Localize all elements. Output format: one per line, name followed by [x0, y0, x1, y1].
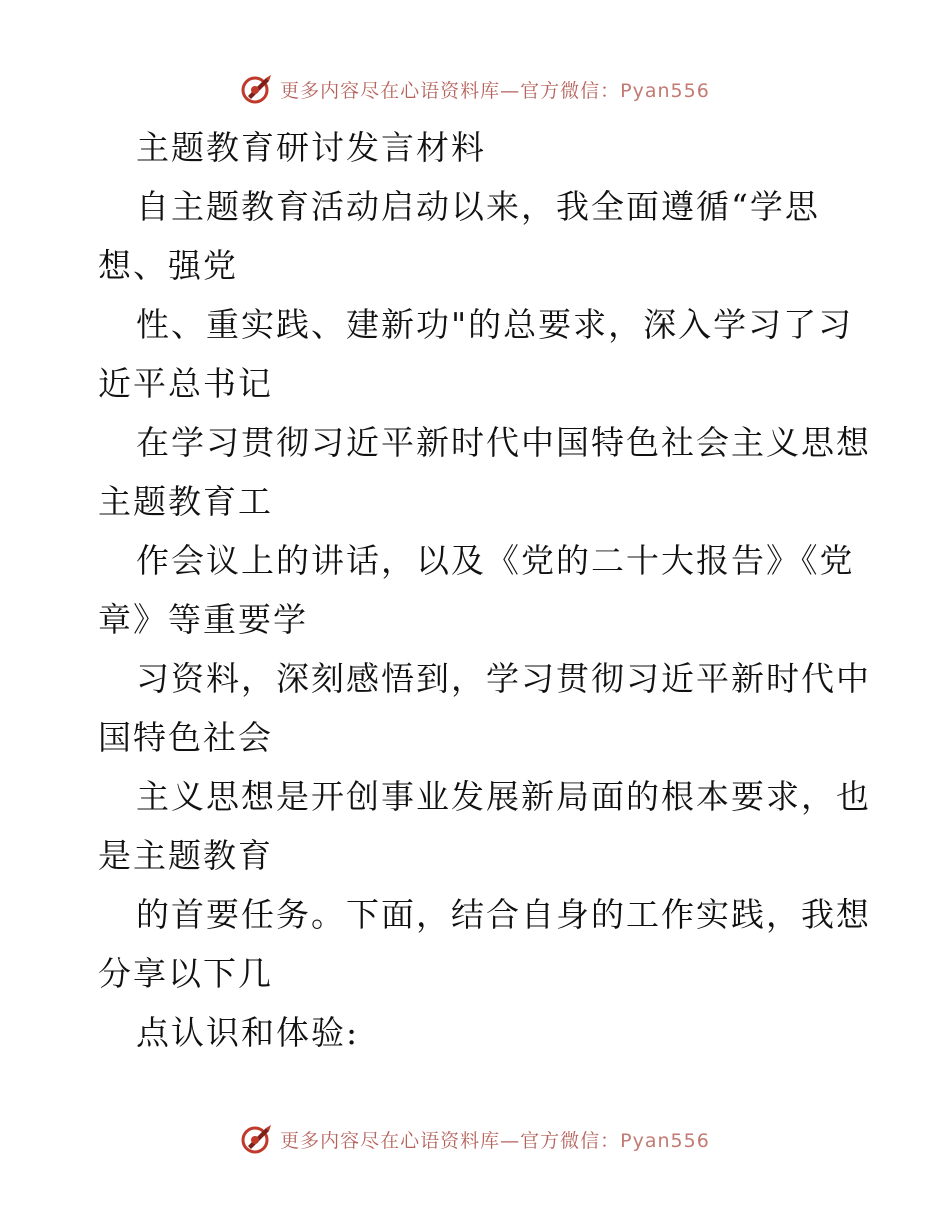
- header-banner: [280, 76, 710, 103]
- paragraph-line: 近平总书记: [98, 364, 273, 403]
- paragraph-line: 点认识和体验:: [136, 1013, 360, 1052]
- footer-banner: [280, 1126, 710, 1153]
- page-header: [0, 72, 950, 106]
- paragraph-line: 自主题教育活动启动以来，我全面遵循“学思: [136, 187, 820, 226]
- document-body: [98, 118, 871, 1062]
- header-wechat-id: Pyan556: [620, 79, 710, 102]
- paragraph-line: 分享以下几: [98, 954, 273, 993]
- header-banner-text: 更多内容尽在心语资料库—官方微信：: [280, 79, 621, 102]
- paragraph-line: 主义思想是开创事业发展新局面的根本要求，也: [136, 777, 871, 816]
- paragraph-line: 在学习贯彻习近平新时代中国特色社会主义思想: [136, 423, 871, 462]
- quill-pen-logo-icon: [240, 72, 274, 106]
- paragraph-line: 章》等重要学: [98, 600, 308, 639]
- paragraph-line: 想、强党: [98, 246, 238, 285]
- paragraph-line: 习资料，深刻感悟到，学习贯彻习近平新时代中: [136, 659, 871, 698]
- paragraph-line: 性、重实践、建新功"的总要求，深入学习了习: [136, 305, 854, 344]
- page-footer: [0, 1122, 950, 1156]
- paragraph-line: 主题教育工: [98, 482, 273, 521]
- paragraph-line: 作会议上的讲话，以及《党的二十大报告》《党: [136, 541, 855, 580]
- footer-wechat-id: Pyan556: [620, 1129, 710, 1152]
- footer-banner-text: 更多内容尽在心语资料库—官方微信：: [280, 1129, 621, 1152]
- quill-pen-logo-icon: [240, 1122, 274, 1156]
- paragraph-line: 国特色社会: [98, 718, 273, 757]
- paragraph-line: 是主题教育: [98, 836, 273, 875]
- document-title: 主题教育研讨发言材料: [136, 128, 486, 167]
- paragraph-line: 的首要任务。下面，结合自身的工作实践，我想: [136, 895, 871, 934]
